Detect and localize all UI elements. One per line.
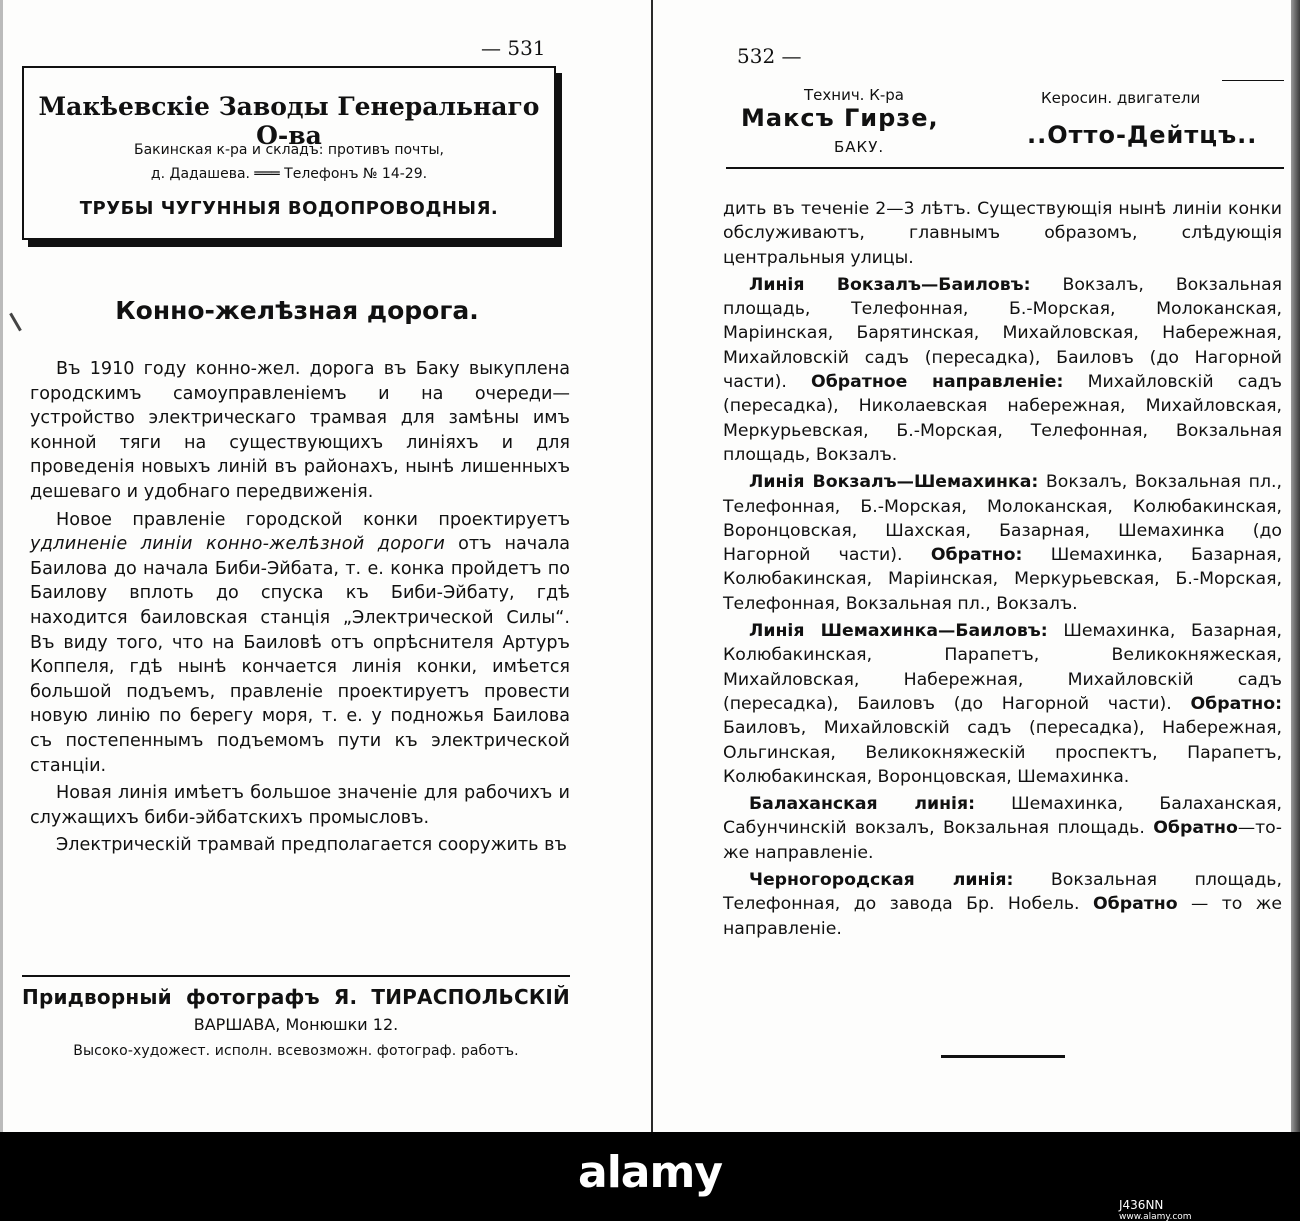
route-back-label: Обратно (1153, 818, 1238, 839)
page-number-value: 531 (507, 36, 546, 60)
watermark-image-id: J436NN (1119, 1198, 1164, 1212)
route-item (723, 792, 1282, 865)
route-back-label: Обратно: (1190, 693, 1282, 714)
route-back-label: Обратно: (930, 545, 1023, 566)
paragraph-3: Новая линія имѣетъ большое значеніе для рабочихъ и служащихъ биби-эйбатскихъ промысловъ. (30, 783, 570, 828)
header-brand: ..Отто-Дейтцъ.. (1027, 121, 1258, 149)
route-label: Линія Шемахинка—Баиловъ: (749, 621, 1048, 642)
bottom-ad-rule (22, 975, 570, 977)
page-number-dash: — (481, 36, 501, 60)
route-back-text: Шемахинка, Базарная, Колюбакинская, Маріинская, Меркурьевская, Б.-Морская, Телефонная, Вокзальная пл., Вокзалъ. (723, 545, 1283, 614)
ad-line-1: Бакинская к-ра и складъ: противъ почты, (134, 142, 444, 158)
header-bottom-rule (726, 167, 1284, 169)
photographer-ad-tagline: Высоко-художест. исполн. всевозможн. фотограф. работъ. (73, 1043, 519, 1059)
paragraph-continued: дить въ теченіе 2—3 лѣтъ. Существующія нынѣ линіи конки обслуживаютъ, главнымъ образомъ, слѣдующія центральныя улицы. (723, 199, 1282, 268)
ad-makeevka-works (22, 66, 556, 240)
watermark-url: www.alamy.com (1119, 1212, 1192, 1222)
section-title: Конно-желѣзная дорога. (115, 296, 479, 325)
route-back-text: Михайловскій садъ (пересадка), Николаевская набережная, Михайловская, Меркурьевская, Б.-Морская, Телефонная, Вокзальная площадь, Вокзалъ. (723, 372, 1282, 465)
paragraph-2-italic: удлиненіе линіи конно-желѣзной дороги (30, 534, 446, 555)
header-city: БАКУ. (834, 138, 885, 156)
page-number-value: 532 (737, 44, 776, 68)
route-label: Линія Вокзалъ—Шемахинка: (749, 472, 1039, 493)
end-rule (941, 1055, 1065, 1058)
header-top-rule (1222, 80, 1284, 81)
route-item (723, 619, 1282, 789)
route-text: Шемахинка, Балаханская, Сабунчинскій вокзалъ, Вокзальная площадь. (723, 794, 1282, 839)
route-back-label: Обратно (1092, 894, 1178, 915)
route-label: Черногородская линія: (749, 870, 1014, 891)
left-page-number (481, 36, 546, 60)
route-back-label: Обратное направленіе: (811, 372, 1064, 393)
ad-product: ТРУБЫ ЧУГУННЫЯ ВОДОПРОВОДНЫЯ. (79, 198, 499, 219)
route-back-text: Баиловъ, Михайловскій садъ (пересадка), Набережная, Ольгинская, Великокняжескій проспектъ, Парапетъ, Колюбакинская, Воронцовская, Шемахинка. (723, 718, 1282, 787)
route-item (723, 470, 1282, 616)
right-page-edge (1291, 0, 1300, 1132)
ad-line-2: д. Дадашева. ═══ Телефонъ № 14-29. (150, 166, 428, 182)
paragraph-2 (30, 508, 570, 779)
route-back-text: — то же направленіе. (723, 894, 1282, 939)
route-item (723, 273, 1282, 467)
header-small-right: Керосин. двигатели (1041, 89, 1201, 107)
route-back-text: —то-же направленіе. (723, 818, 1282, 863)
page-number-dash: — (781, 44, 802, 68)
route-label: Балаханская линія: (749, 794, 975, 815)
header-small-left: Технич. К-ра (804, 86, 904, 104)
ad-title: Макѣевскіе Заводы Генеральнаго О-ва (38, 92, 540, 150)
right-page-number (737, 44, 802, 68)
route-text: Вокзальная площадь, Телефонная, до завода Бр. Нобель. (723, 870, 1282, 915)
paragraph-2-start: Новое правленіе городской конки проектируетъ (56, 509, 570, 530)
photographer-ad-title: Придворный фотографъ Я. ТИРАСПОЛЬСКІЙ (22, 985, 570, 1009)
right-body-text (723, 197, 1282, 941)
route-text: Вокзалъ, Вокзальная площадь, Телефонная, Б.-Морская, Молоканская, Маріинская, Барятинская, Михайловская, Набережная, Михайловскій садъ (пересадка), Баиловъ (до Нагорной части). (723, 274, 1282, 393)
paragraph-4: Электрическій трамвай предполагается сооружить въ (56, 835, 567, 856)
paragraph-2-rest: отъ начала Баилова до начала Биби-Эйбата, т. е. конка пройдетъ по Баилову вплоть до спуска къ Биби-Эйбату, гдѣ находится баиловская станція „Электрической Силы“. Въ виду того, что на Баиловѣ отъ опрѣснителя Артуръ Коппеля, гдѣ нынѣ кончается линія конки, имѣется большой подъемъ, правленіе проектируетъ провести новую линію по берегу моря, т. е. у подножья Баилова съ постепеннымъ подъемомъ пути къ электрической станціи. (30, 534, 571, 776)
route-text: Шемахинка, Базарная, Колюбакинская, Парапетъ, Великокняжеская, Михайловская, Набережная, Михайловскій садъ (пересадка), Баиловъ (до Нагорной части). (723, 621, 1283, 714)
left-page-edge (0, 0, 3, 1132)
route-item (723, 868, 1282, 941)
header-name: Максъ Гирзе, (741, 104, 939, 132)
left-body-text (30, 357, 570, 858)
paragraph-1: Въ 1910 году конно-жел. дорога въ Баку выкуплена городскимъ самоуправленіемъ и на очереди—устройство электрическаго трамвая для замѣны имъ конной тяги на существующихъ линіяхъ и для проведенія новыхъ линій въ районахъ, нынѣ лишенныхъ дешеваго и удобнаго передвиженія. (30, 359, 570, 502)
photographer-ad-address: ВАРШАВА, Монюшки 12. (193, 1015, 399, 1034)
watermark-logo: alamy (578, 1147, 722, 1198)
route-text: Вокзалъ, Вокзальная пл., Телефонная, Б.-Морская, Молоканская, Колюбакинская, Воронцовская, Шахская, Базарная, Шемахинка (до Нагорной части). (723, 472, 1282, 566)
book-spine (651, 0, 653, 1132)
scan-mark (9, 313, 22, 332)
route-label: Линія Вокзалъ—Баиловъ: (749, 274, 1031, 295)
